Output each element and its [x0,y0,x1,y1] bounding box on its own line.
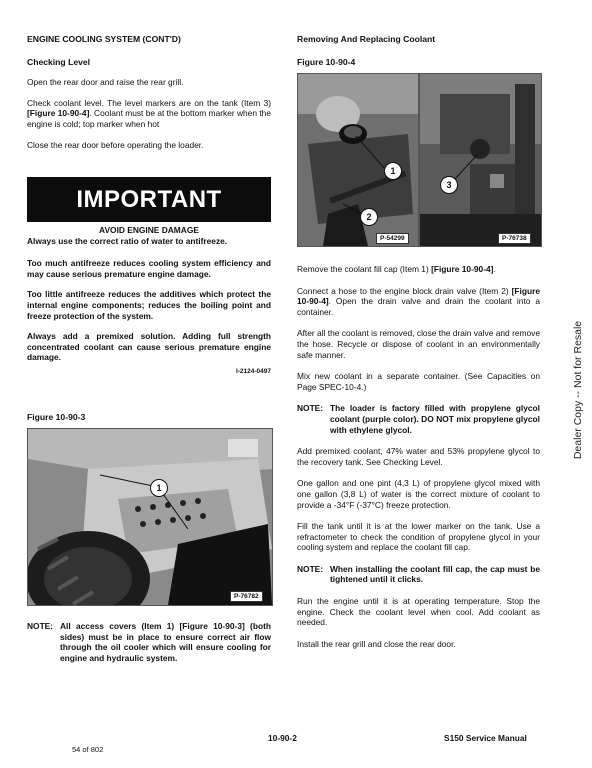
paragraph-close-drain: After all the coolant is removed, close the drain valve and remove the hose. Recycle or dispose of coolant in an environmentally safe manner. [297,328,540,360]
important-line-3: Too little antifreeze reduces the additives which protect the internal engine components; reduces the boiling point and freeze protection of the system. [27,289,271,321]
figure-10-90-4-photo-b [419,73,542,247]
important-line-1: Always use the correct ratio of water to antifreeze. [27,235,228,246]
figure-reference: [Figure 10-90-4] [297,285,540,307]
paragraph-connect-hose: Connect a hose to the engine block drain valve (Item 2) [Figure 10-90-4]. Open the drain valve and drain the coolant into a container. [297,285,540,317]
callout-3: 3 [440,176,458,194]
section-heading: ENGINE COOLING SYSTEM (CONT'D) [27,34,181,44]
figure-10-90-3-title-wrap [27,412,271,423]
paragraph-install-grill: Install the rear grill and close the rear door. [297,638,456,649]
engine-block-illustration [420,74,541,246]
dealer-copy-watermark: Dealer Copy -- Not for Resale [572,320,584,460]
removing-coolant-heading: Removing And Replacing Coolant [297,34,436,44]
pdf-page-count: 54 of 802 [72,745,104,754]
callout-1: 1 [384,162,402,180]
coolant-tank-illustration [298,74,418,246]
figure-10-90-3-photo [27,428,273,606]
figure-reference: [Figure 10-90-4] [27,108,90,119]
figure-code-b: P-76738 [498,233,531,244]
figure-10-90-4-photo-a [297,73,419,247]
figure-10-90-3-title: Figure 10-90-3 [27,412,86,422]
paragraph-check-level: Check coolant level. The level markers are on the tank (Item 3) [Figure 10-90-4]. Coolant must be at the bottom marker when the engine is cold; top marker when hot [27,97,271,129]
note-access-covers: NOTE: All access covers (Item 1) [Figure 10-90-3] (both sides) must be in place to ensure correct air flow through the oil cooler which will ensure cooling for engine and hydraulic system. [27,621,271,663]
left-column-top [27,34,271,150]
manual-title: S150 Service Manual [444,733,527,743]
figure-code-a: P-54299 [376,233,409,244]
important-line-4: Always add a premixed solution. Adding full strength concentrated coolant can cause serious premature engine damage. [27,331,271,363]
paragraph-remove-cap: Remove the coolant fill cap (Item 1) [Figure 10-90-4]. [297,264,496,274]
page-number: 10-90-2 [268,733,297,743]
note-label: NOTE: [27,621,54,631]
figure-reference: [Figure 10-90-3] [179,621,245,631]
important-code: I-2124-0497 [235,367,271,375]
right-column-body [297,264,540,649]
note-label: NOTE: [297,563,324,574]
note-label: NOTE: [297,403,324,414]
important-subtitle: AVOID ENGINE DAMAGE [99,225,199,235]
paragraph-run-engine: Run the engine until it is at operating temperature. Stop the engine. Check the coolant level when cool. Add coolant as needed. [297,596,540,628]
important-banner: IMPORTANT [27,177,271,222]
figure-reference: [Figure 10-90-4] [431,264,494,274]
figure-10-90-4-title: Figure 10-90-4 [297,56,356,67]
paragraph-mixture: One gallon and one pint (4,3 L) of propylene glycol mixed with one gallon (3,8 L) of water is the correct mixture of coolant to provide a -34°F (-37°C) freeze protection. [297,478,540,510]
paragraph-mix-coolant: Mix new coolant in a separate container. (See Capacities on Page SPEC-10-4.) [297,371,540,392]
paragraph-close-door: Close the rear door before operating the loader. [27,139,204,150]
important-line-2: Too much antifreeze reduces cooling system efficiency and may cause serious premature engine damage. [27,258,271,279]
figure-code: P-76782 [230,591,263,602]
right-column-top [297,34,540,67]
callout-2: 2 [360,208,378,226]
paragraph-fill-tank: Fill the tank until it is at the lower marker on the tank. Use a refractometer to check the condition of propylene glycol in your cooling system and replace the coolant fill cap. [297,521,540,553]
loader-side-illustration [28,429,272,605]
paragraph-add-premixed: Add premixed coolant, 47% water and 53% propylene glycol to the recovery tank. See Checking Level. [297,446,540,467]
paragraph-open-door: Open the rear door and raise the rear grill. [27,77,184,88]
checking-level-heading: Checking Level [27,56,91,67]
note-factory-fill: NOTE: The loader is factory filled with propylene glycol coolant (purple color). DO NOT mix propylene glycol with ethylene glycol. [297,403,540,435]
note-fill-cap: NOTE: When installing the coolant fill cap, the cap must be tightened until it clicks. [297,563,540,585]
important-body [27,225,271,378]
callout-1: 1 [150,479,168,497]
